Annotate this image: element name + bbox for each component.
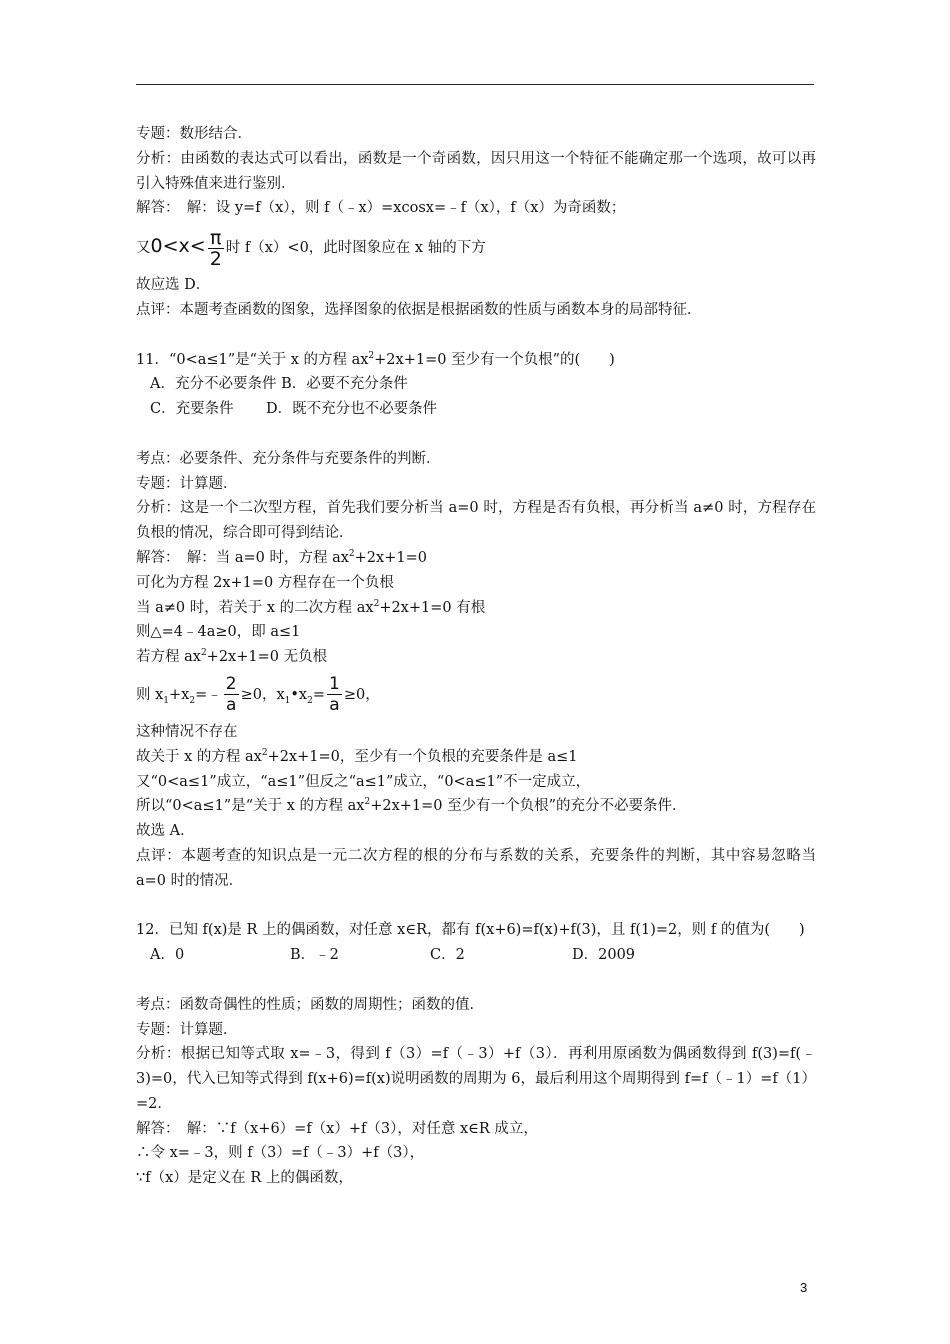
- topic-line: 专题：计算题．: [136, 1021, 238, 1038]
- text-suffix: 时 f（x）<0，此时图象应在 x 轴的下方: [225, 240, 486, 257]
- fraction-numerator: π: [208, 228, 224, 249]
- step-text: =: [312, 686, 325, 703]
- step-text: ≥0，x: [240, 686, 285, 703]
- vieta-step: [136, 670, 816, 720]
- step-text: =﹣: [195, 686, 222, 703]
- superscript: 2: [373, 598, 380, 609]
- option-a: A．充分不必要条件: [150, 376, 277, 393]
- option-d: D．既不充分也不必要条件: [266, 401, 438, 418]
- step-text: 若方程 ax: [136, 649, 201, 666]
- solution-step: [136, 546, 816, 571]
- comment-line: 点评：本题考查函数的图象，选择图象的依据是根据函数的性质与函数本身的局部特征．: [136, 301, 702, 318]
- question-11-options-row-2: [136, 397, 816, 422]
- solution-step: 解答： 解：∵f（x+6）=f（x）+f（3），对任意 x∈R 成立，: [136, 1120, 538, 1137]
- question-11-options-row-1: [136, 372, 816, 397]
- fraction-denominator: 2: [209, 247, 222, 270]
- conclusion-line: 故选 A．: [136, 823, 195, 840]
- option-b: B．﹣2: [290, 947, 339, 964]
- knowledge-point-line: 考点：函数奇偶性的性质；函数的周期性；函数的值．: [136, 996, 484, 1013]
- solution-step: ∴令 x=﹣3，则 f（3）=f（﹣3）+f（3），: [136, 1145, 425, 1162]
- fraction-numerator: 1: [329, 674, 340, 695]
- stem-text: 11．“0<a≤1”是“关于 x 的方程 ax: [136, 351, 369, 368]
- step-text: •x: [290, 686, 308, 703]
- conclusion-line: 故应选 D．: [136, 277, 211, 294]
- document-body: [136, 122, 816, 1191]
- step-text: 当 a≠0 时，若关于 x 的二次方程 ax: [136, 599, 374, 616]
- solution-line: 解答： 解：设 y=f（x），则 f（﹣x）=xcosx=﹣f（x），f（x）为奇函数；: [136, 200, 626, 217]
- step-text: +2x+1=0 至少有一个负根”的充分不必要条件．: [370, 798, 687, 815]
- header-rule: [136, 84, 814, 85]
- step-text: ≥0，: [343, 686, 380, 703]
- solution-step: 则△=4﹣4a≥0，即 a≤1: [136, 624, 301, 641]
- step-text: 故关于 x 的方程 ax: [136, 748, 262, 765]
- superscript: 2: [364, 797, 371, 808]
- stem-text: +2x+1=0 至少有一个负根”的( ): [374, 351, 615, 368]
- knowledge-point-line: 考点：必要条件、充分条件与充要条件的判断．: [136, 450, 441, 467]
- analysis-paragraph: 分析：根据已知等式取 x=﹣3，得到 f（3）=f（﹣3）+f（3）．再利用原函数为偶函数得到 f(3)=f(﹣3)=0，代入已知等式得到 f(x+6)=f(x)说明函数的周期为 6，最后利用这个周期得到 f=f（﹣1）=f（1）=2．: [136, 1046, 816, 1112]
- superscript: 2: [200, 648, 207, 659]
- solution-step: 这种情况不存在: [136, 723, 238, 740]
- option-d: D．2009: [572, 947, 636, 964]
- superscript: 2: [348, 549, 355, 560]
- step-text: +2x+1=0 无负根: [206, 649, 328, 666]
- text-prefix: 又: [136, 240, 151, 257]
- solution-step: [136, 745, 816, 770]
- topic-line: 专题：数形结合．: [136, 126, 252, 142]
- comment-paragraph: 点评：本题考查的知识点是一元二次方程的根的分布与系数的关系，充要条件的判断，其中容易忽略当 a=0 时的情况．: [136, 847, 816, 889]
- step-text: +2x+1=0 有根: [379, 599, 486, 616]
- step-text: +2x+1=0，至少有一个负根的充要条件是 a≤1: [267, 748, 578, 765]
- x-symbol: x: [178, 235, 190, 258]
- solution-step: 又“0<a≤1”成立，“a≤1”但反之“a≤1”成立，“0<a≤1”不一定成立，: [136, 773, 591, 790]
- topic-line: 专题：计算题．: [136, 475, 238, 492]
- zero-symbol: 0: [150, 235, 163, 258]
- question-12-options: [136, 943, 816, 968]
- subscript: 1: [163, 695, 170, 706]
- subscript: 2: [189, 695, 196, 706]
- one-over-a-fraction: [327, 674, 342, 715]
- option-c: C．充要条件: [150, 401, 234, 418]
- pi-over-two-fraction: [208, 228, 224, 269]
- step-text: +x: [169, 686, 190, 703]
- superscript: 2: [261, 747, 268, 758]
- question-11-stem: [136, 348, 816, 373]
- solution-step: [136, 596, 816, 621]
- analysis-paragraph: 分析：由函数的表达式可以看出，函数是一个奇函数，因只用这一个特征不能确定那一个选项，故可以再引入特殊值来进行鉴别．: [136, 150, 816, 192]
- subscript: 2: [307, 695, 313, 706]
- solution-step: [136, 645, 816, 670]
- page-number: 3: [800, 1280, 808, 1295]
- solution-step: [136, 794, 816, 819]
- option-c: C．2: [430, 947, 465, 964]
- subscript: 1: [284, 695, 291, 706]
- step-text: 解答： 解：当 a=0 时，方程 ax: [136, 549, 349, 566]
- superscript: 2: [368, 350, 375, 361]
- less-than-symbol: <: [162, 235, 179, 258]
- solution-step: 可化为方程 2x+1=0 方程存在一个负根: [136, 574, 394, 591]
- step-text: +2x+1=0: [354, 549, 427, 566]
- option-a: A．0: [150, 947, 185, 964]
- step-text: 所以“0<a≤1”是“关于 x 的方程 ax: [136, 798, 365, 815]
- question-12-stem: 12．已知 f(x)是 R 上的偶函数，对任意 x∈R，都有 f(x+6)=f(x)+f(3)，且 f(1)=2，则 f 的值为( ): [136, 922, 805, 939]
- two-over-a-fraction: [224, 674, 239, 715]
- fraction-denominator: a: [329, 695, 340, 716]
- step-text: 则 x: [136, 686, 164, 703]
- solution-step: ∵f（x）是定义在 R 上的偶函数，: [136, 1170, 353, 1187]
- fraction-numerator: 2: [225, 674, 237, 695]
- inequality-line: [136, 221, 816, 273]
- fraction-denominator: a: [225, 695, 237, 716]
- less-than-symbol: <: [189, 235, 206, 258]
- option-b: B．必要不充分条件: [281, 376, 408, 393]
- analysis-paragraph: 分析：这是一个二次型方程，首先我们要分析当 a=0 时，方程是否有负根，再分析当 a≠0 时，方程存在负根的情况，综合即可得到结论．: [136, 500, 816, 542]
